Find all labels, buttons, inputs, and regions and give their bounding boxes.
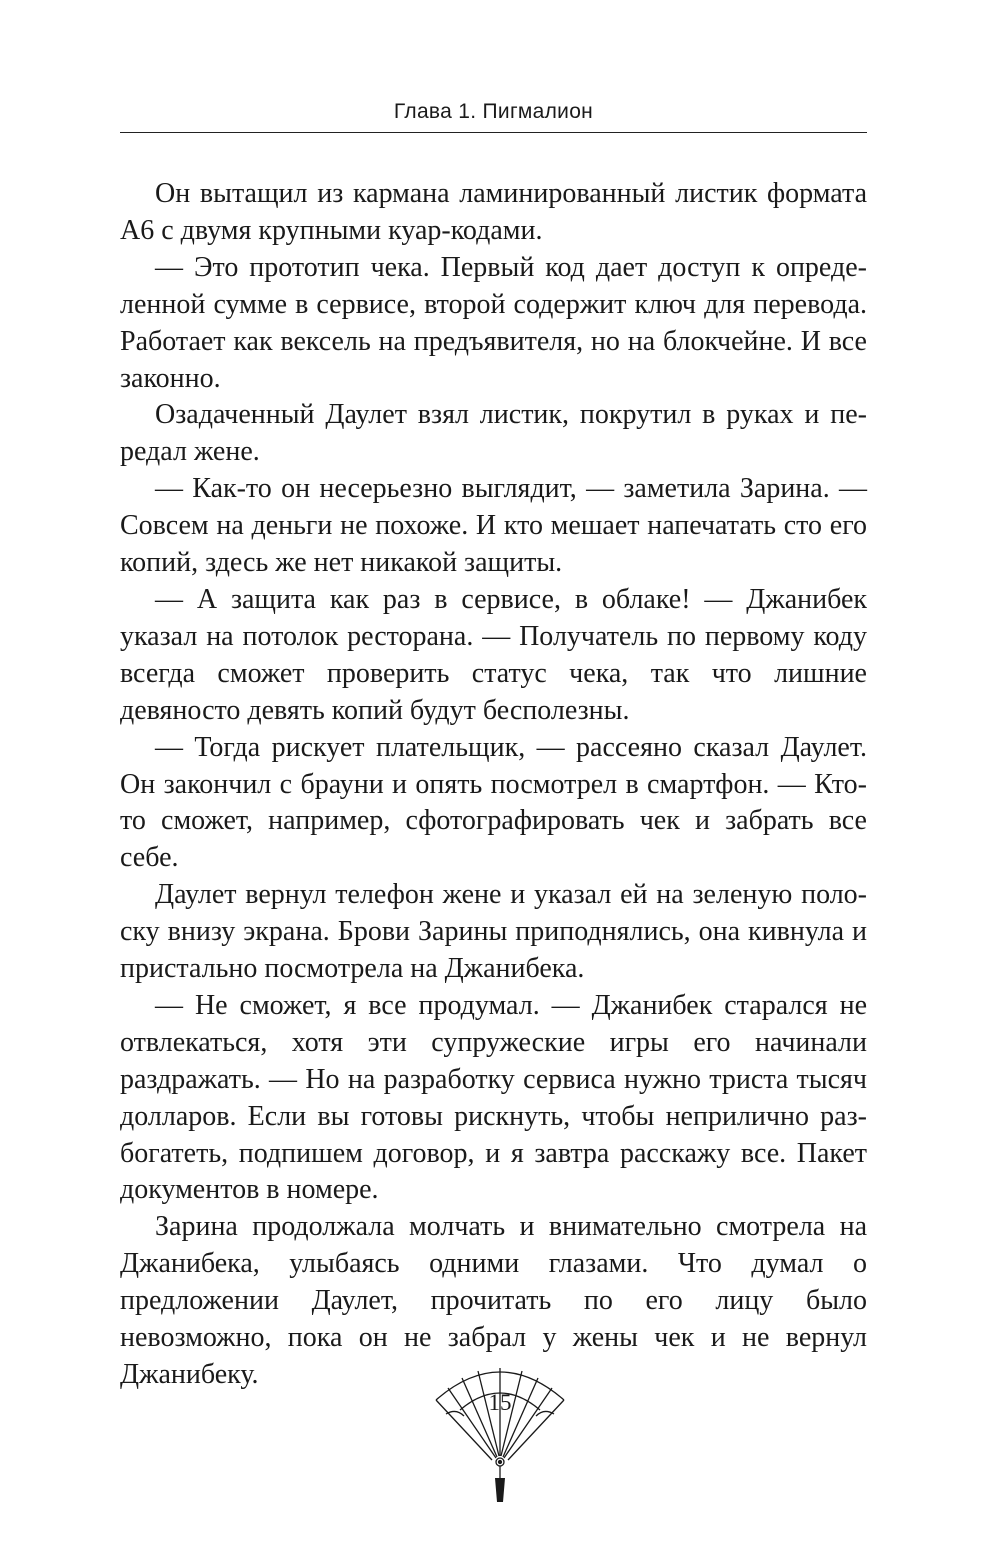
page-number: 15	[488, 1390, 512, 1415]
paragraph: — Это прототип чека. Первый код дает доступ к определенной сумме в сервисе, второй содержит ключ для перевода. Работает как вексель на предъявителя, но на блокчейне. И все законно.	[120, 251, 867, 394]
hand-fan-icon	[420, 1362, 580, 1512]
paragraph: — Не сможет, я все продумал. — Джанибек старался не отвлекаться, хотя эти супружеские игры его начинали раздражать. — Но на разработку сервиса нужно триста тысяч долларов. Если вы готовы рискнуть, чтобы неприлично разбогатеть, подпишем договор, и я завтра расскажу все. Пакет документов в номере.	[120, 989, 867, 1206]
header-divider	[120, 132, 867, 133]
paragraph: Даулет вернул телефон жене и указал ей на зеленую полоску внизу экрана. Брови Зарины приподнялись, она кивнула и пристально посмотрела на Джанибека.	[120, 879, 867, 985]
paragraph: Озадаченный Даулет взял листик, покрутил в руках и передал жене.	[120, 399, 867, 468]
paragraph: — Тогда рискует плательщик, — рассеяно сказал Даулет. Он закончил с брауни и опять посмотрел в смартфон. — Кто-то сможет, например, сфотографировать чек и забрать все себе.	[120, 731, 867, 874]
body-text	[120, 176, 867, 1394]
paragraph: Он вытащил из кармана ламинированный листик формата А6 с двумя крупными куар-кодами.	[120, 178, 867, 246]
paragraph: — Как-то он несерьезно выглядит, — заметила Зарина. — Совсем на деньги не похоже. И кто мешает напечатать сто его копий, здесь же нет никакой защиты.	[120, 473, 867, 579]
paragraph: — А защита как раз в сервисе, в облаке! — Джанибек указал на потолок ресторана. — Получатель по первому коду всегда сможет проверить статус чека, так что лишние девяносто девять копий будут бесполезны.	[120, 583, 867, 726]
paragraph: Зарина продолжала молчать и внимательно смотрела на Джанибека, улыбаясь одними глазами. Что думал о предложении Даулет, прочитать по его лицу было невозможно, пока он не забрал у жены чек и не вернул Джанибеку.	[120, 1211, 867, 1390]
running-head-title: Глава 1. Пигмалион	[393, 100, 594, 123]
page-folio	[420, 1362, 580, 1512]
